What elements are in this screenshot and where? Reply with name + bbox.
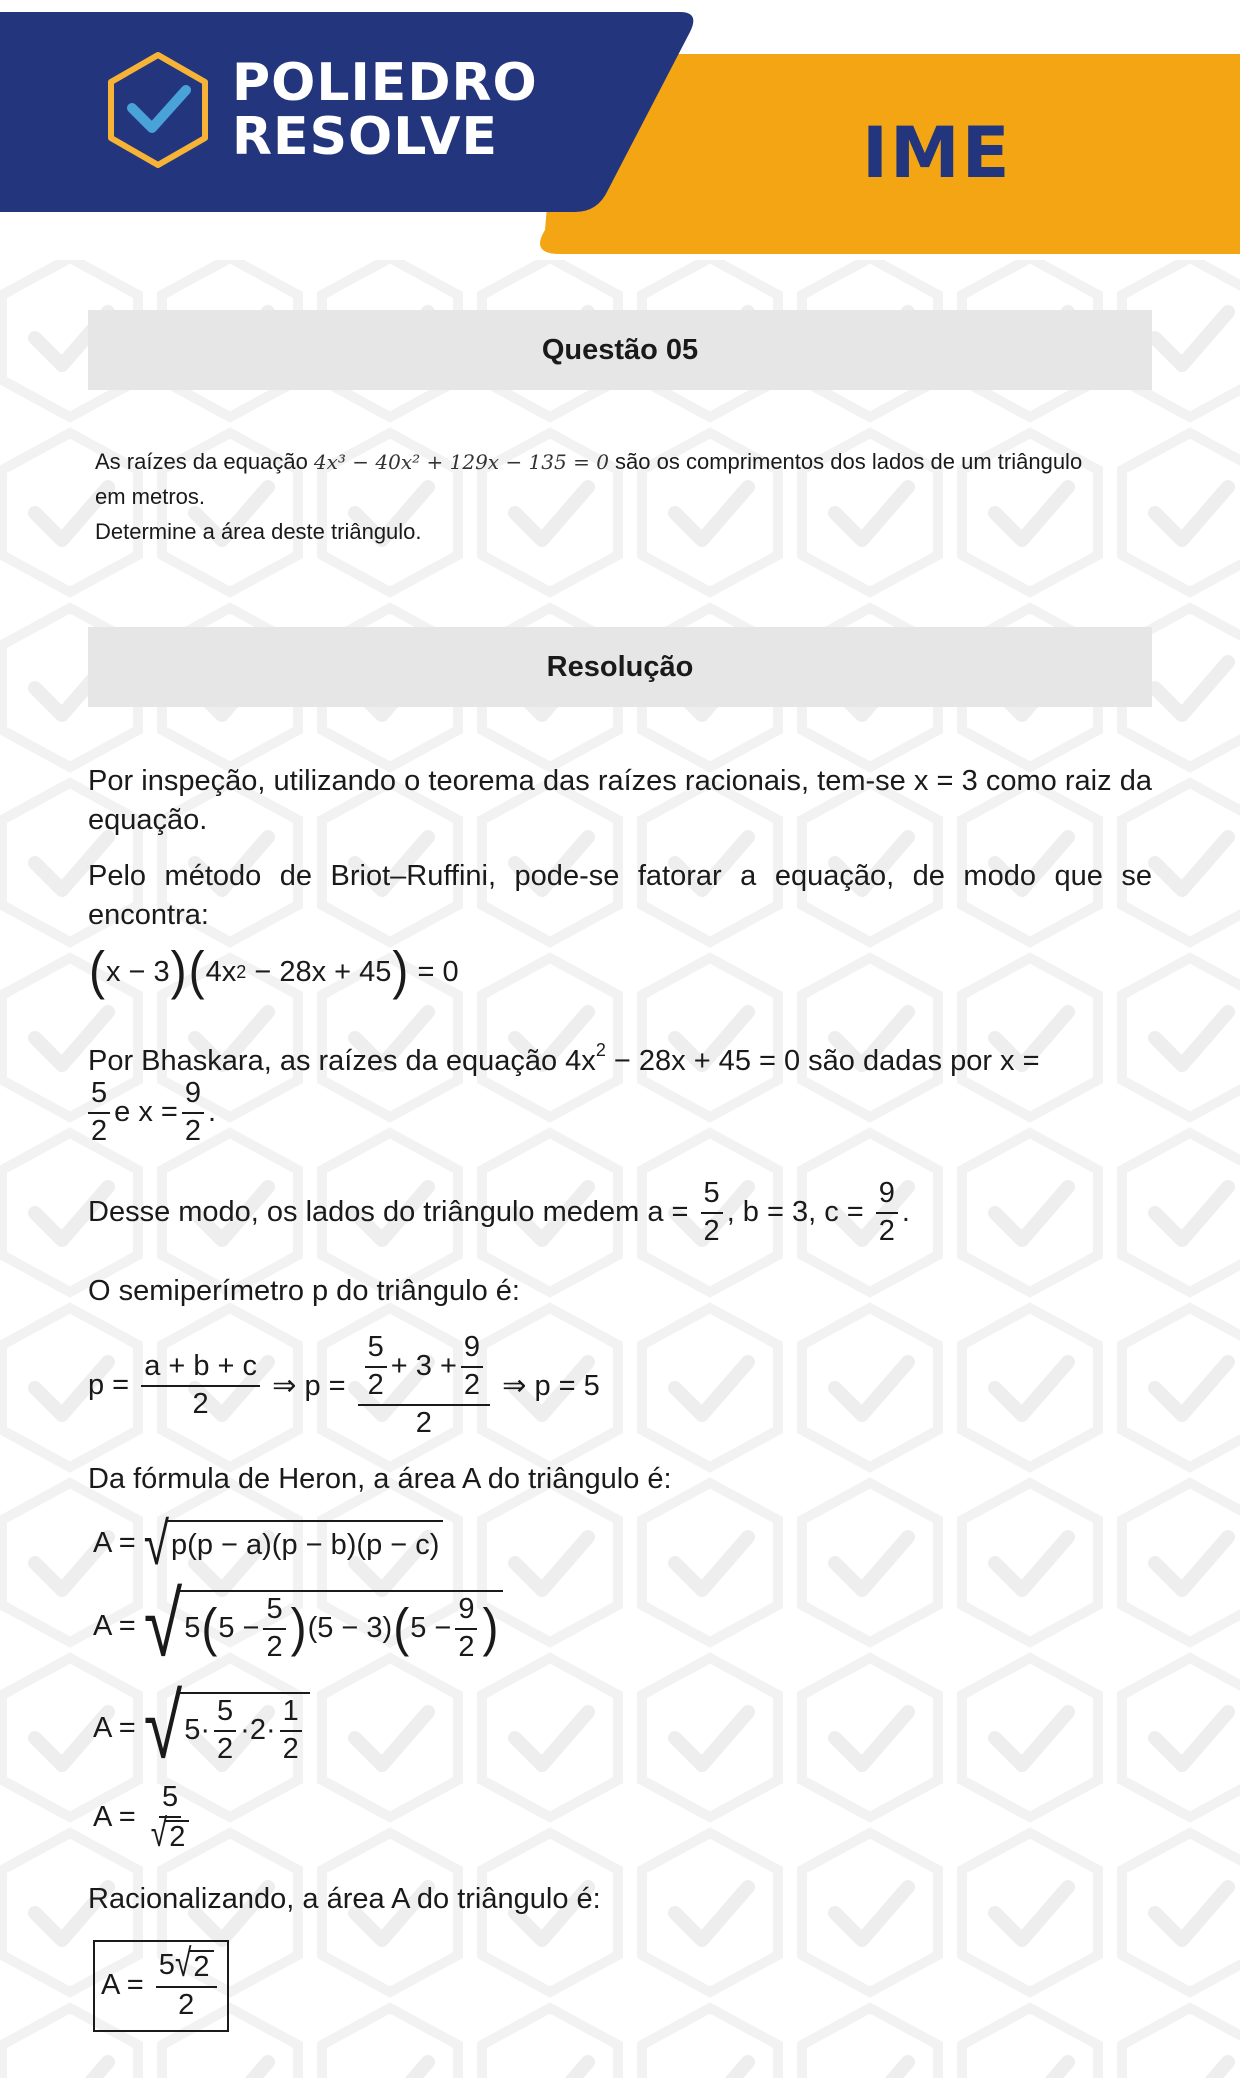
final-answer-box: A = 5 √ 2 2 (93, 1940, 229, 2032)
resolution-paragraph-5: O semiperímetro p do triângulo é: (88, 1275, 520, 1307)
header-banner (0, 0, 1240, 260)
brand-name (232, 53, 538, 167)
resolution-paragraph-1: Por inspeção, utilizando o teorema das raízes racionais, tem-se x = 3 como raiz da equação. (88, 765, 1152, 836)
question-title: Questão 05 (541, 333, 699, 366)
question-text-line3: Determine a área deste triângulo. (95, 519, 422, 544)
heron-formula: A = √ p(p − a)(p − b)(p − c) (93, 1520, 443, 1566)
heron-substitution: A = √ 5 ( 5 − $\frac{5}{2}$ ) (5 − 3) ( 5 − $\frac{9}{2}$ ) (93, 1590, 503, 1664)
resolution-title: Resolução (546, 650, 694, 683)
heron-simplified: A = √ 5· $\frac{5}{2}$ ·2· $\frac{1}{2}$ (93, 1692, 310, 1766)
brand-line1: POLIEDRO (232, 53, 538, 113)
question-text-line2: em metros. (95, 484, 206, 509)
question-title-bar (88, 310, 1152, 390)
resolution-paragraph-2: Pelo método de Briot–Ruffini, pode-se fatorar a equação, de modo que se encontra: (88, 860, 1152, 931)
resolution-paragraph-6: Da fórmula de Heron, a área A do triângulo é: (88, 1463, 672, 1495)
resolution-title-bar (88, 627, 1152, 707)
question-text: As raízes da equação 4x³ − 40x² + 129x − 135 = 0 são os comprimentos dos lados de um triângulo (95, 449, 1083, 474)
resolution-paragraph-3: Por Bhaskara, as raízes da equação $4x^2 - 28x + 45 = 0$ são dadas por x = (88, 1040, 1040, 1077)
resolution-paragraph-4: Desse modo, os lados do triângulo medem a = $\frac{5}{2}$ , b = 3, c = $\frac{9}{2}$ . (88, 1177, 910, 1247)
resolution-paragraph-7: Racionalizando, a área A do triângulo é: (88, 1883, 601, 1915)
area-result: A = 5 √ 2 (93, 1782, 196, 1854)
bhaskara-roots: $\frac{5}{2}$ e x = $\frac{9}{2}$ . (88, 1078, 216, 1148)
question-equation: 4x³ − 40x² + 129x − 135 = 0 (313, 450, 609, 474)
brand-line2: RESOLVE (232, 107, 498, 167)
factored-equation: ( x − 3 ) ( 4x 2 − 28x + 45 ) = 0 (89, 942, 459, 1001)
semiperimeter-equation: p = $\frac{a + b + c}{2}$ ⇒ p = $\frac{5}{2}$ + 3 + $\frac{9}{2}$ 2 ⇒ p = 5 (88, 1331, 600, 1439)
exam-name: IME (862, 112, 1012, 194)
